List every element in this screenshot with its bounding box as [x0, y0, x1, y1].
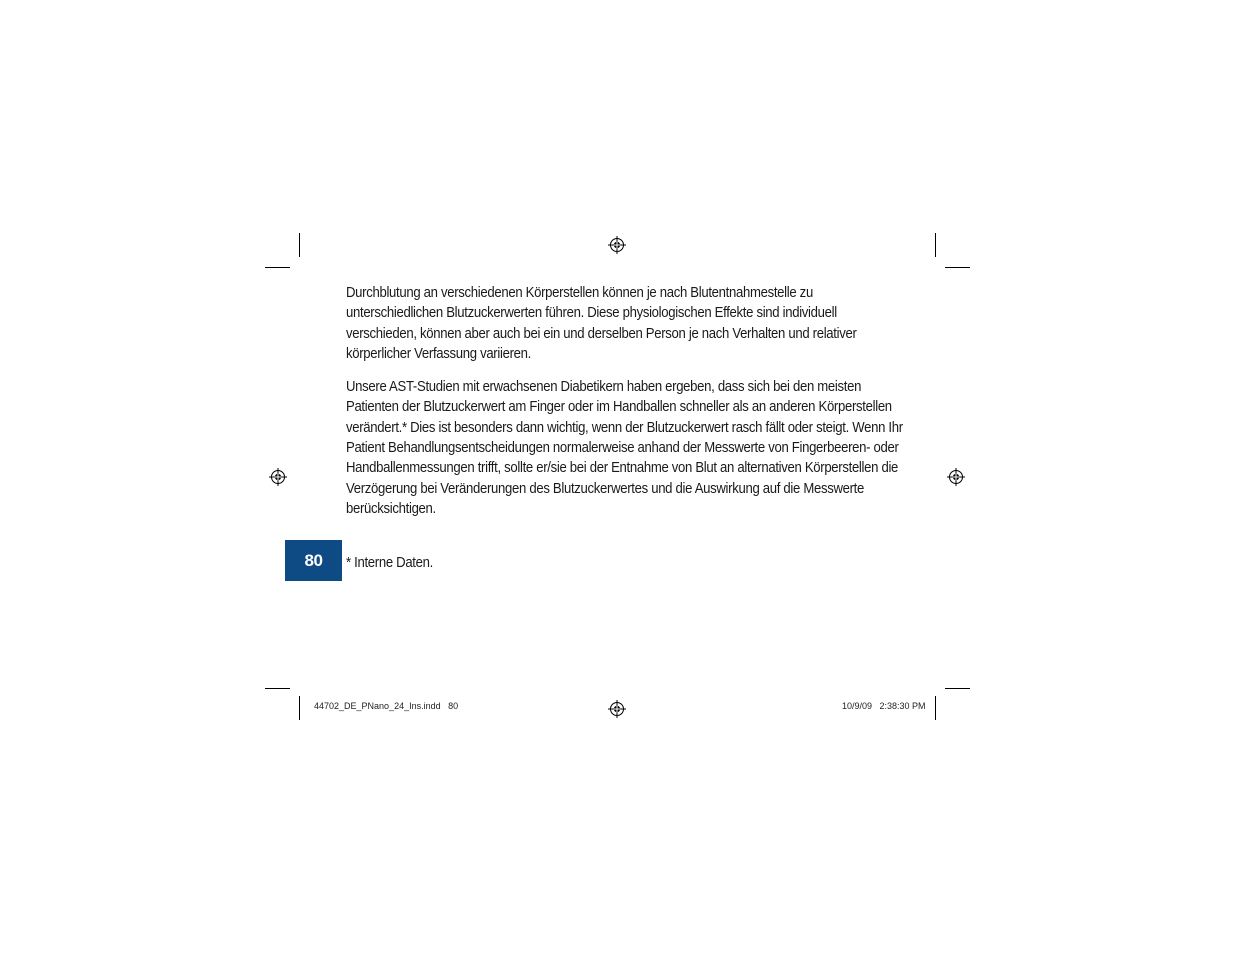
page-number-tab [285, 540, 342, 581]
footnote: * Interne Daten. [346, 555, 433, 571]
crop-mark-bottom-right-horizontal [945, 688, 970, 689]
slug-filename: 44702_DE_PNano_24_Ins.indd 80 [314, 701, 459, 711]
crop-mark-top-left-horizontal [265, 267, 290, 268]
registration-crosshair-icon [608, 700, 626, 718]
crop-mark-bottom-left-vertical [299, 696, 300, 720]
paragraph: Durchblutung an verschiedenen Körperstellen können je nach Blutentnahmestelle zu unterschiedlichen Blutzuckerwerten führen. Diese physiologischen Effekte sind individuell verschieden, können aber auch bei ein und derselben Person je nach Verhalten und relativer körperlicher Verfassung variieren. [346, 285, 857, 362]
crop-mark-top-right-vertical [935, 233, 936, 257]
registration-crosshair-icon [947, 468, 965, 486]
paragraph: Unsere AST-Studien mit erwachsenen Diabetikern haben ergeben, dass sich bei den meisten Patienten der Blutzuckerwert am Finger oder im Handballen schneller als an anderen Körperstellen verändert.* Dies ist besonders dann wichtig, wenn der Blutzuckerwert rasch fällt oder steigt. Wenn Ihr Patient Behandlungsentscheidungen normalerweise anhand der Messwerte von Fingerbeeren- oder Handballenmessungen trifft, sollte er/sie bei der Entnahme von Blut an alternativen Körperstellen die Verzögerung bei Veränderungen des Blutzuckerwertes und die Auswirkung auf die Messwerte berücksichtigen. [346, 379, 903, 517]
crop-mark-bottom-left-horizontal [265, 688, 290, 689]
crop-mark-bottom-right-vertical [935, 696, 936, 720]
crop-mark-top-right-horizontal [945, 267, 970, 268]
registration-crosshair-icon [608, 236, 626, 254]
crop-mark-top-left-vertical [299, 233, 300, 257]
page-number: 80 [304, 550, 323, 570]
body-text [346, 283, 906, 532]
slug-datetime: 10/9/09 2:38:30 PM [842, 701, 926, 711]
registration-crosshair-icon [269, 468, 287, 486]
